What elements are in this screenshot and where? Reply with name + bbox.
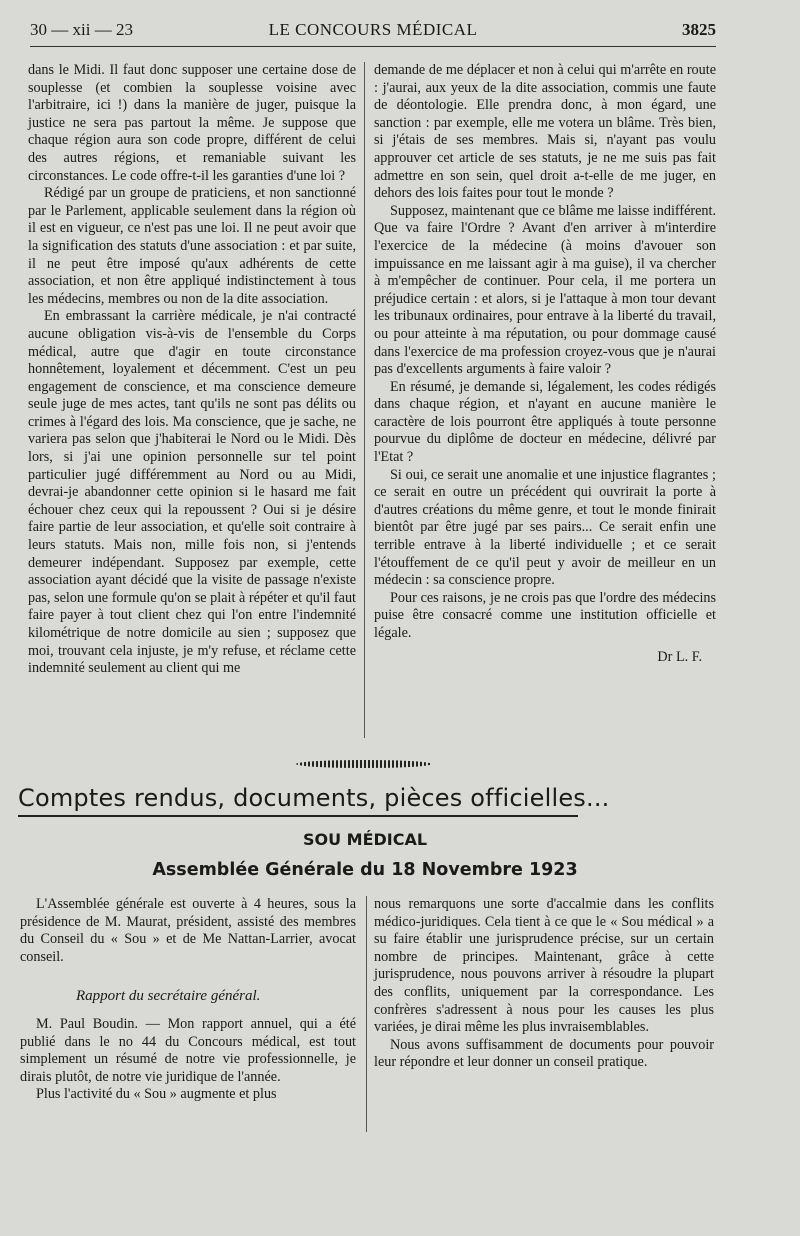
- header-issue-number: 30 — xii — 23: [30, 20, 133, 39]
- column-divider: [366, 896, 367, 1132]
- paragraph: M. Paul Boudin. — Mon rapport annuel, qui a été publié dans le no 44 du Concours médical, est tout simplement un résumé de notre vie professionnelle, je dirais plutôt, de notre vie juridique de l'année.: [20, 1015, 356, 1085]
- paragraph: En résumé, je demande si, légalement, les codes rédigés dans chaque région, et n'ayant en aucune manière le caractère de lois pourront être appliqués à toute personne pourvue du diplôme de docteur en médecine, délivré par l'Etat ?: [374, 378, 716, 466]
- author-signature: Dr L. F.: [657, 648, 702, 665]
- subsection-title: SOU MÉDICAL: [302, 830, 428, 849]
- top-right-column: [374, 62, 716, 666]
- ornament-divider: [296, 760, 432, 768]
- paragraph: Pour ces raisons, je ne crois pas que l'ordre des médecins puise être consacré comme une institution officielle et légale.: [374, 589, 716, 641]
- section-rule: [18, 815, 578, 817]
- paragraph: Plus l'activité du « Sou » augmente et plus: [36, 1086, 277, 1103]
- header-journal-title: LE CONCOURS MÉDICAL: [268, 20, 478, 39]
- bottom-right-column: [374, 896, 714, 1072]
- paragraph: Si oui, ce serait une anomalie et une injustice flagrantes ; ce serait en outre un précédent qui ouvrirait la porte à d'autres créations du même genre, et tout le monde finirait bientôt par être jugé par ses pairs... Ce serait enfin une terrible entrave à la liberté individuelle ; et ce serait l'étouffement de ce qu'il peut y avoir de meilleur en un médecin : sa conscience propre.: [374, 466, 716, 589]
- paragraph: Supposez, maintenant que ce blâme me laisse indifférent. Que va faire l'Ordre ? Avant d'en arriver à m'interdire l'exercice de la médecine (à moins d'avouer son impuissance en me laissant agir à ma guise), il va chercher à m'empêcher de continuer. Pour cela, il me portera un préjudice certain : et alors, si je l'attaque à mon tour devant les tribunaux ordinaires, pour entrave à la liberté du travail, ou pour atteinte à ma réputation, ou pour dommage causé dans l'exercice de ma profession croyez-vous que je n'aurai pas d'excellents arguments à faire valoir ?: [374, 202, 716, 378]
- paragraph: nous remarquons une sorte d'accalmie dans les conflits médico-juridiques. Cela tient à ce que le « Sou médical » a su faire établir une jurisprudence précise, sur un certain nombre de principes. Maintenant, grâce à cette jurisprudence, nous pouvons arriver à résoudre la plupart des conflits, uniquement par la correspondance. Les confrères s'adressent à nous pour les causes les plus variées, je dirai même les plus invraisemblables.: [374, 896, 714, 1036]
- header-rule: [30, 46, 716, 47]
- page-header: [30, 20, 716, 44]
- paragraph: Rédigé par un groupe de praticiens, et non sanctionné par le Parlement, applicable seulement dans la région où il est en vigueur, ce n'est pas une loi. Il ne peut avoir que la signification des statuts d'une association : et par suite, il ne peut être imposé qu'aux adhérents de cette association, et non être appliqué indistinctement à tous les médecins, membres ou non de la dite association.: [28, 185, 356, 307]
- paragraph: Nous avons suffisamment de documents pour pouvoir leur répondre et leur donner un conseil pratique.: [374, 1036, 714, 1071]
- assembly-title: Assemblée Générale du 18 Novembre 1923: [152, 860, 578, 880]
- report-heading: Rapport du secrétaire général.: [76, 988, 261, 1005]
- top-left-column: [28, 62, 356, 678]
- paragraph: L'Assemblée générale est ouverte à 4 heures, sous la présidence de M. Maurat, président, assisté des membres du Conseil du « Sou » et de Me Nattan-Larrier, avocat conseil.: [20, 896, 356, 965]
- paragraph: demande de me déplacer et non à celui qui m'arrête en route : j'aurai, aux yeux de la dite association, commis une faute de déontologie. Elle prendra donc, à mon égard, une sanction : par exemple, elle me votera un blâme. Très bien, si j'étais de ses membres. Mais si, n'ayant pas voulu approuver cet article de ses statuts, je ne me suis pas fait admettre en son sein, quel droit a-t-elle de me juger, en dehors des lois faites pour tout le monde ?: [374, 62, 716, 202]
- paragraph: dans le Midi. Il faut donc supposer une certaine dose de souplesse (et combien la souplesse voisine avec l'arbitraire, ici !) dans la manière de juger, puisque la justice ne sera pas partout la même. Je suppose que chaque région aura son code propre, différent de celui des autres régions, et remaniable suivant les circonstances. Le code offre-t-il les garanties d'une loi ?: [28, 62, 356, 184]
- column-divider: [364, 62, 365, 738]
- section-title: Comptes rendus, documents, pièces officielles...: [18, 784, 610, 812]
- paragraph: En embrassant la carrière médicale, je n'ai contracté aucune obligation vis-à-vis de l'ensemble du Corps médical, autre que d'agir en toute circonstance honnêtement, loyalement et décemment. C'est un peu engagement de conscience, et ma conscience demeure seule juge de mes actes, tant qu'ils ne sont pas délits ou crimes à l'égard des lois. Ma conscience, que je sache, ne variera pas selon que j'habiterai le Nord ou le Midi. Dès lors, si j'ai une opinion personnelle sur tel point particulier jugé différemment au Nord ou au Midi, devrai-je abandonner cette opinion si le hasard me fait échouer chez ceux qui la repoussent ? Oui si je désire faire partie de leur association, et qu'elle soit contraire à leurs statuts. Mais non, mille fois non, si j'entends demeurer indépendant. Supposez par exemple, cette association ayant décidé que la visite de passage n'existe pas, selon une formule qu'on se plait à répéter et qu'il faut faire payer à tout client chez qui l'on entre l'indemnité kilométrique de notre domicile au sien ; supposez que moi, trouvant cela injuste, je m'y refuse, et réclame cette indemnité seulement au client qui me: [28, 308, 356, 677]
- bottom-left-column: [20, 896, 356, 1104]
- header-page-number: 3825: [682, 20, 716, 39]
